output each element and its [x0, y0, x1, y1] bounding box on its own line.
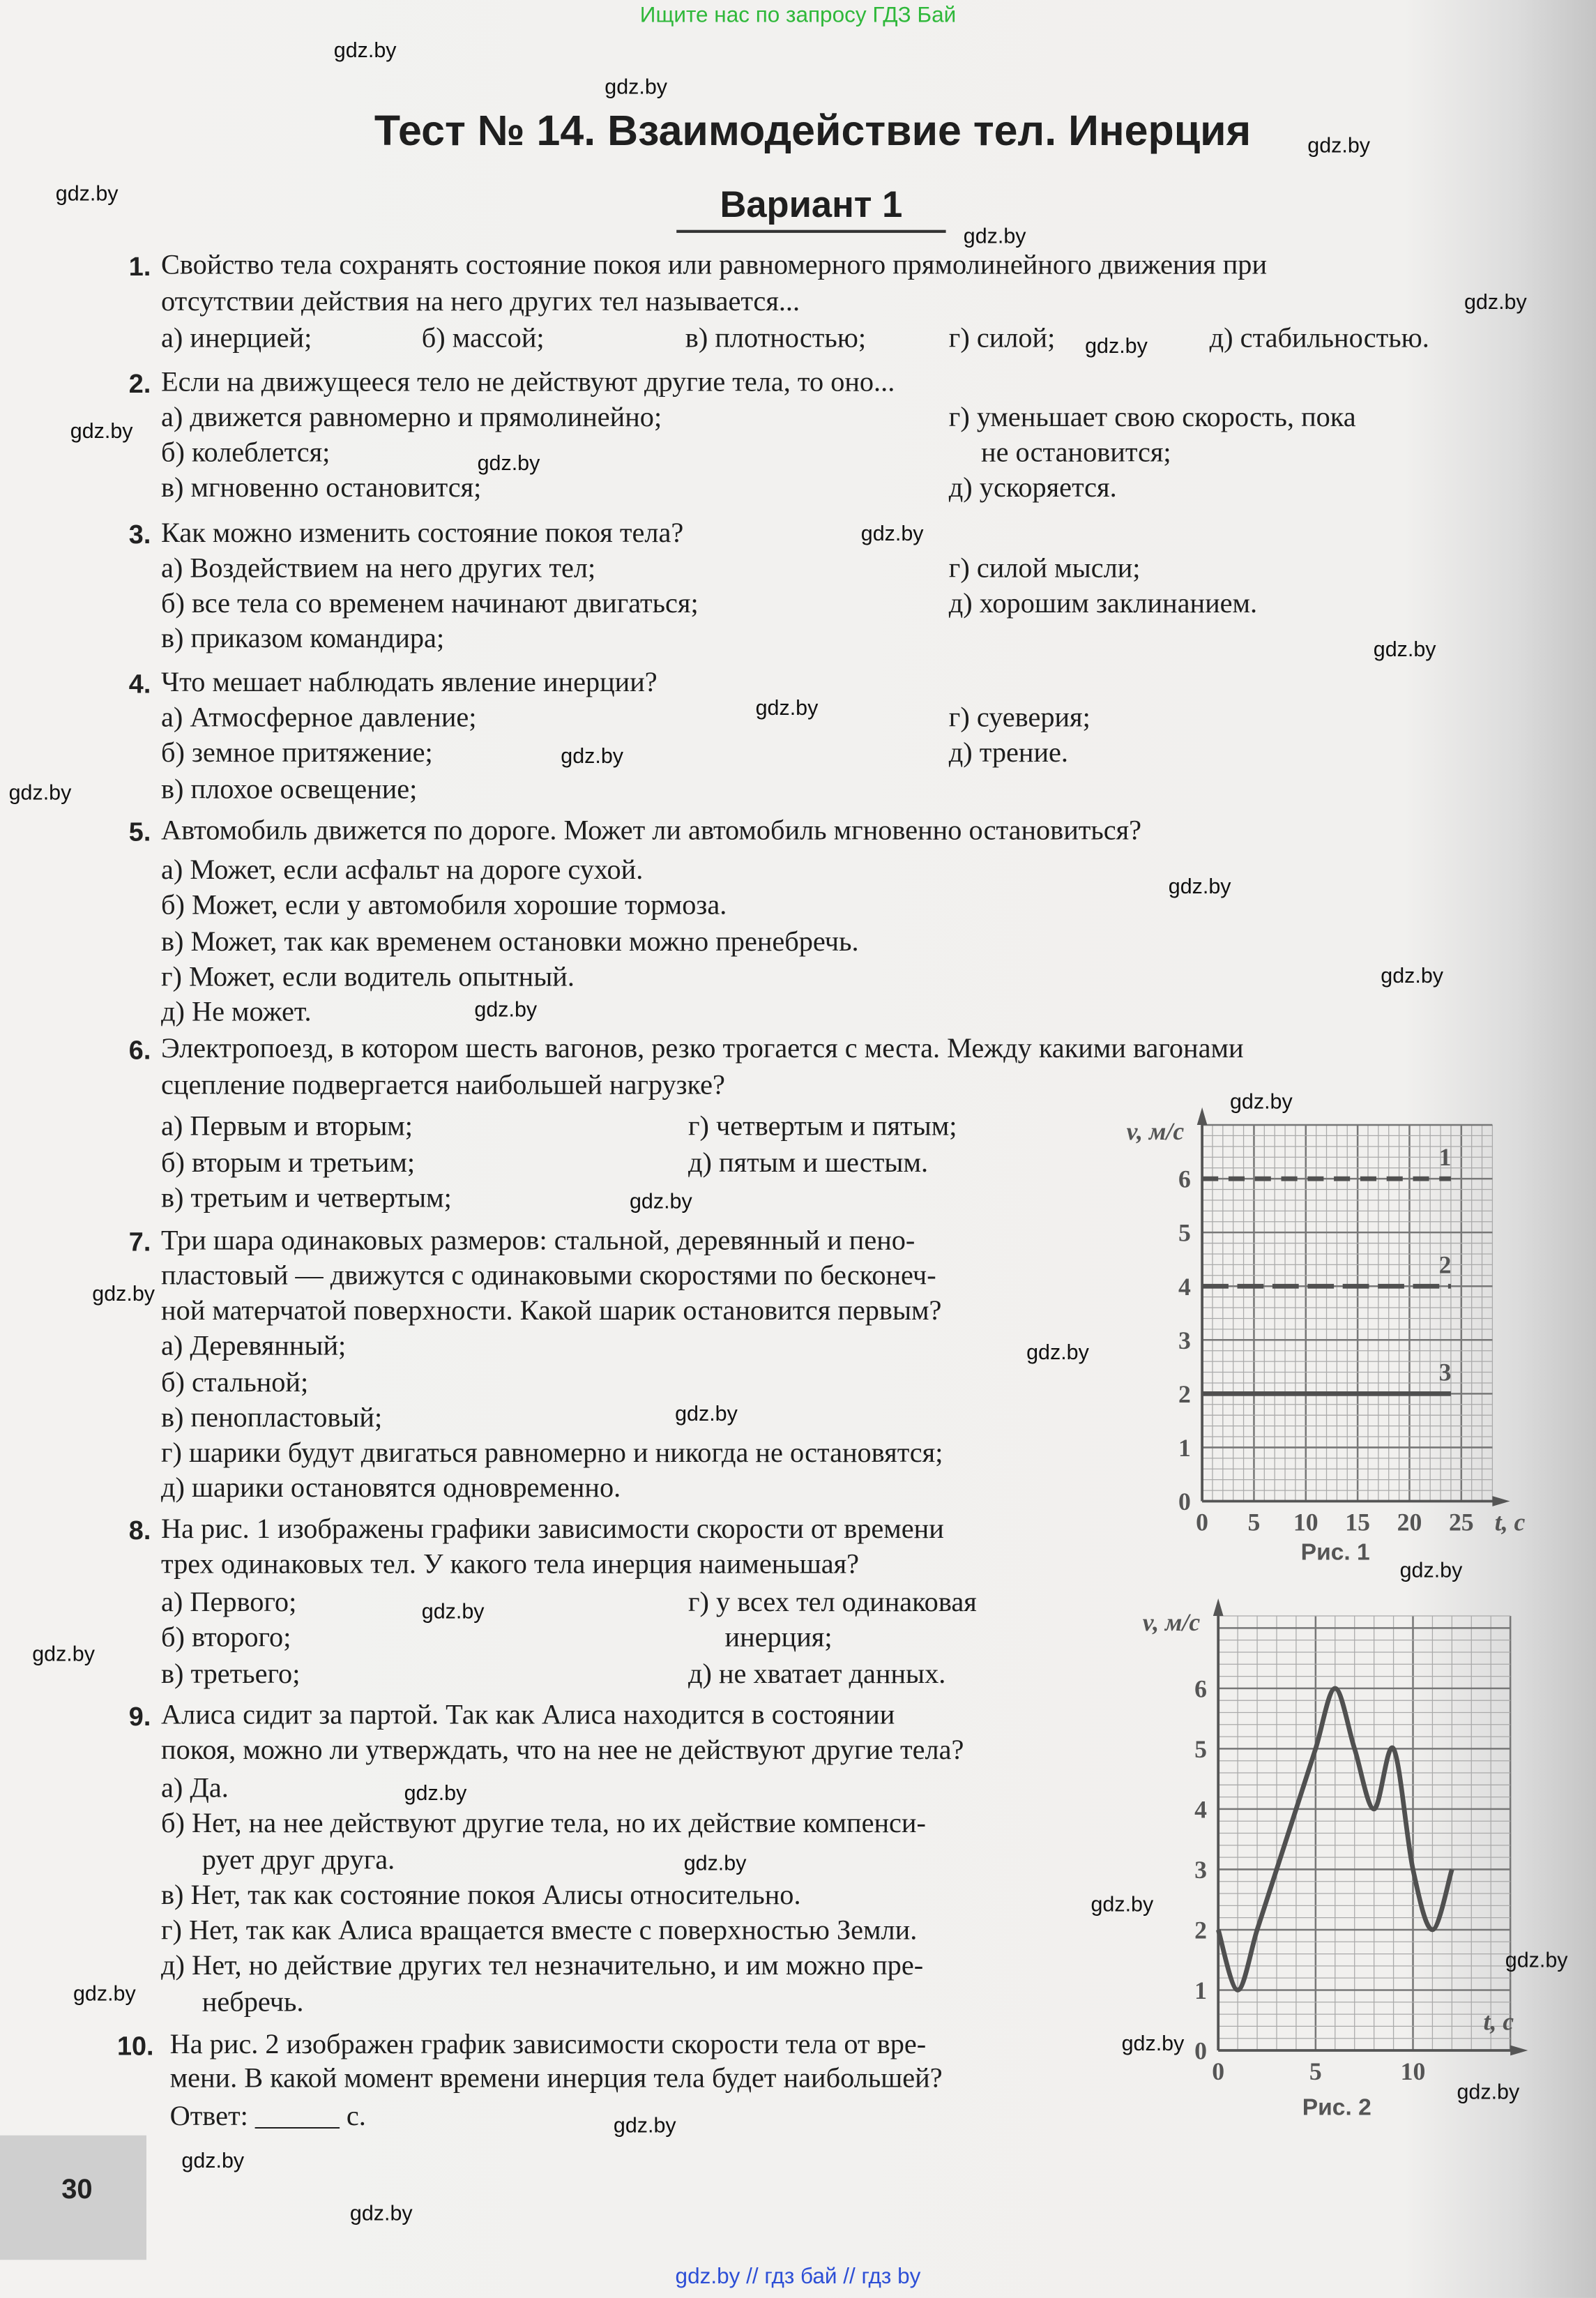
answer-option: г) четвертым и пятым; [687, 1111, 957, 1142]
answer-option: б) земное притяжение; [160, 738, 433, 769]
answer-option: д) пятым и шестым. [687, 1148, 929, 1179]
x-tick-label: 0 [1196, 1508, 1209, 1536]
answer-option: а) инерцией; [160, 324, 312, 355]
answer-option: г) уменьшает свою скорость, пока [948, 402, 1356, 434]
watermark-text: gdz.by [8, 782, 72, 806]
series-label: 2 [1438, 1250, 1452, 1279]
answer-option: б) второго; [160, 1622, 291, 1654]
answer-option: в) третьего; [160, 1659, 301, 1691]
question-text: трех одинаковых тел. У какого тела инерция наименьшая? [160, 1549, 860, 1580]
watermark-text: gdz.by [755, 697, 819, 721]
question-number: 8. [128, 1515, 151, 1545]
watermark-text: gdz.by [613, 2115, 676, 2138]
watermark-text: gdz.by [1457, 2081, 1520, 2105]
answer-option: г) шарики будут двигаться равномерно и никогда не остановятся; [160, 1438, 943, 1469]
watermark-text: gdz.by [92, 1283, 155, 1307]
question-number: 5. [128, 817, 151, 847]
x-tick-label: 5 [1309, 2057, 1322, 2085]
watermark-text: gdz.by [1090, 1893, 1154, 1917]
answer-option: д) стабильностью. [1209, 324, 1429, 355]
answer-option: д) хорошим заклинанием. [948, 589, 1258, 620]
watermark-text: gdz.by [477, 452, 540, 476]
answer-option: а) Первого; [160, 1587, 297, 1619]
question-number: 6. [128, 1035, 151, 1065]
question-number: 10. [117, 2031, 154, 2061]
question-text: Три шара одинаковых размеров: стальной, деревянный и пено- [160, 1225, 915, 1257]
question-text: Свойство тела сохранять состояние покоя или равномерного прямолинейного движения при [160, 250, 1268, 282]
question-text: сцепление подвергается наибольшей нагрузке? [160, 1071, 725, 1102]
watermark-text: gdz.by [1373, 638, 1436, 663]
question-text: мени. В какой момент времени инерция тела будет наибольшей? [169, 2063, 943, 2094]
answer-option: а) Может, если асфальт на дороге сухой. [160, 855, 644, 886]
y-tick-label: 0 [1178, 1488, 1191, 1516]
question-text: отсутствии действия на него других тел называется... [160, 287, 800, 318]
question-text: ной матерчатой поверхности. Какой шарик остановится первым? [160, 1296, 942, 1327]
x-tick-label: 10 [1293, 1508, 1318, 1536]
answer-option: г) у всех тел одинаковая [687, 1587, 977, 1619]
series-label: 1 [1438, 1143, 1452, 1172]
page-number: 30 [61, 2175, 93, 2206]
watermark-text: gdz.by [1464, 291, 1527, 315]
question-text: Электропоезд, в котором шесть вагонов, резко трогается с места. Между какими вагонами [160, 1034, 1244, 1065]
watermark-text: gdz.by [181, 2149, 245, 2174]
x-axis-arrow-icon [1492, 1496, 1510, 1506]
question-number: 2. [128, 369, 151, 399]
watermark-text: gdz.by [675, 1403, 738, 1427]
question-text: На рис. 1 изображены графики зависимости скорости от времени [160, 1514, 944, 1545]
question-text: Автомобиль движется по дороге. Может ли автомобиль мгновенно остановиться? [160, 815, 1142, 847]
answer-option: не остановится; [980, 437, 1171, 469]
answer-option: а) Да. [160, 1774, 229, 1805]
answer-option: б) стальной; [160, 1368, 309, 1399]
answer-option: в) мгновенно остановится; [160, 473, 482, 504]
question-number: 1. [128, 252, 151, 282]
y-axis-label: v, м/с [1142, 1608, 1201, 1637]
answer-option: а) движется равномерно и прямолинейно; [160, 402, 662, 434]
watermark-text: gdz.by [32, 1643, 95, 1667]
answer-option: д) шарики остановятся одновременно. [160, 1473, 621, 1504]
question-number: 4. [128, 669, 151, 699]
answer-option: г) суеверия; [948, 702, 1090, 734]
y-tick-label: 3 [1194, 1856, 1207, 1884]
y-tick-label: 6 [1194, 1675, 1207, 1703]
question-text: Алиса сидит за партой. Так как Алиса находится в состоянии [160, 1700, 895, 1732]
x-axis-label: t, с [1483, 2007, 1514, 2036]
answer-option: г) силой мысли; [948, 553, 1141, 584]
watermark-text: gdz.by [963, 225, 1026, 249]
x-tick-label: 0 [1212, 2057, 1225, 2085]
y-tick-label: 2 [1178, 1379, 1191, 1408]
y-tick-label: 2 [1194, 1916, 1207, 1944]
watermark-text: gdz.by [683, 1852, 747, 1877]
question-text: Ответ: ______ с. [169, 2101, 366, 2133]
watermark-text: gdz.by [421, 1601, 485, 1624]
watermark-text: gdz.by [1381, 965, 1444, 989]
x-tick-label: 5 [1247, 1508, 1261, 1536]
answer-option: б) массой; [421, 324, 545, 355]
answer-option: д) трение. [948, 738, 1069, 769]
watermark-text: gdz.by [333, 39, 397, 63]
x-axis-label: t, с [1494, 1508, 1526, 1536]
watermark-text: gdz.by [1505, 1949, 1568, 1973]
question-text: На рис. 2 изображен график зависимости скорости тела от вре- [169, 2029, 927, 2061]
watermark-text: gdz.by [629, 1190, 692, 1214]
answer-option: б) колеблется; [160, 437, 330, 469]
answer-option: небречь. [202, 1987, 304, 2018]
page-title: Тест № 14. Взаимодействие тел. Инерция [374, 108, 1252, 156]
y-axis-label: v, м/с [1126, 1117, 1185, 1146]
question-text: Как можно изменить состояние покоя тела? [160, 518, 684, 550]
figure-caption: Рис. 2 [1302, 2094, 1371, 2121]
watermark-text: gdz.by [1121, 2032, 1185, 2057]
question-text: Что мешает наблюдать явление инерции? [160, 667, 658, 699]
y-tick-label: 5 [1194, 1735, 1207, 1763]
watermark-text: gdz.by [70, 420, 133, 444]
question-text: пластовый — движутся с одинаковыми скоростями по бесконеч- [160, 1261, 936, 1292]
answer-option: д) не хватает данных. [687, 1659, 946, 1691]
y-tick-label: 4 [1178, 1272, 1191, 1301]
answer-option: в) приказом командира; [160, 623, 445, 655]
y-axis-arrow-icon [1197, 1108, 1208, 1125]
question-number: 7. [128, 1227, 151, 1257]
watermark-text: gdz.by [73, 1983, 136, 2006]
answer-option: д) ускоряется. [948, 473, 1117, 504]
answer-option: г) Может, если водитель опытный. [160, 962, 575, 993]
watermark-text: gdz.by [1229, 1091, 1293, 1115]
x-tick-label: 15 [1345, 1508, 1370, 1536]
variant-heading: Вариант 1 [720, 184, 903, 226]
watermark-text: gdz.by [55, 183, 119, 207]
answer-option: б) Может, если у автомобиля хорошие тормоза. [160, 890, 727, 921]
answer-option: а) Деревянный; [160, 1331, 347, 1362]
watermark-text: gdz.by [1168, 875, 1231, 900]
y-axis-arrow-icon [1213, 1598, 1224, 1616]
answer-option: д) Не может. [160, 997, 312, 1029]
answer-option: в) Может, так как временем остановки можно пренебречь. [160, 927, 859, 958]
footer-links[interactable]: gdz.by // гдз бай // гдз by [675, 2264, 921, 2290]
series-label: 3 [1438, 1358, 1452, 1386]
question-number: 9. [128, 1702, 151, 1732]
question-number: 3. [128, 520, 151, 550]
watermark-text: gdz.by [1085, 335, 1148, 359]
answer-option: в) пенопластовый; [160, 1403, 383, 1434]
y-tick-label: 3 [1178, 1326, 1191, 1354]
answer-option: г) Нет, так как Алиса вращается вместе с поверхностью Земли. [160, 1915, 918, 1947]
x-tick-label: 20 [1397, 1508, 1422, 1536]
question-text: Если на движущееся тело не действуют другие тела, то оно... [160, 368, 895, 399]
watermark-text: gdz.by [561, 745, 624, 769]
answer-option: в) Нет, так как состояние покоя Алисы относительно. [160, 1880, 801, 1912]
answer-option: г) силой; [948, 324, 1056, 355]
x-axis-arrow-icon [1510, 2046, 1528, 2056]
answer-option: б) вторым и третьим; [160, 1148, 416, 1179]
question-text: покоя, можно ли утверждать, что на нее не действуют другие тела? [160, 1735, 964, 1767]
watermark-text: gdz.by [860, 522, 924, 547]
y-tick-label: 5 [1178, 1218, 1191, 1247]
x-tick-label: 10 [1400, 2057, 1426, 2085]
y-tick-label: 0 [1194, 2036, 1207, 2065]
watermark-text: gdz.by [404, 1782, 467, 1806]
watermark-text: gdz.by [605, 76, 668, 100]
x-tick-label: 25 [1448, 1508, 1474, 1536]
answer-option: а) Воздействием на него других тел; [160, 553, 596, 584]
y-tick-label: 6 [1178, 1165, 1191, 1193]
figure-caption: Рис. 1 [1300, 1539, 1370, 1566]
search-banner-link[interactable]: Ищите нас по запросу ГДЗ Бай [639, 3, 957, 28]
y-tick-label: 4 [1194, 1795, 1207, 1824]
answer-option: а) Первым и вторым; [160, 1111, 413, 1142]
answer-option: в) плотностью; [685, 324, 867, 355]
answer-option: д) Нет, но действие других тел незначительно, и им можно пре- [160, 1951, 924, 1982]
answer-option: инерция; [724, 1622, 833, 1654]
answer-option: а) Атмосферное давление; [160, 702, 477, 734]
answer-option: рует друг друга. [202, 1845, 395, 1877]
answer-option: в) плохое освещение; [160, 774, 418, 806]
y-tick-label: 1 [1178, 1434, 1191, 1462]
watermark-text: gdz.by [1399, 1559, 1463, 1584]
watermark-text: gdz.by [349, 2202, 413, 2226]
y-tick-label: 1 [1194, 1976, 1207, 2005]
watermark-text: gdz.by [474, 999, 538, 1022]
answer-option: в) третьим и четвертым; [160, 1183, 452, 1214]
answer-option: б) все тела со временем начинают двигаться; [160, 589, 699, 620]
answer-option: б) Нет, на нее действуют другие тела, но их действие компенси- [160, 1808, 926, 1840]
watermark-text: gdz.by [1307, 135, 1371, 158]
watermark-text: gdz.by [1026, 1341, 1089, 1366]
